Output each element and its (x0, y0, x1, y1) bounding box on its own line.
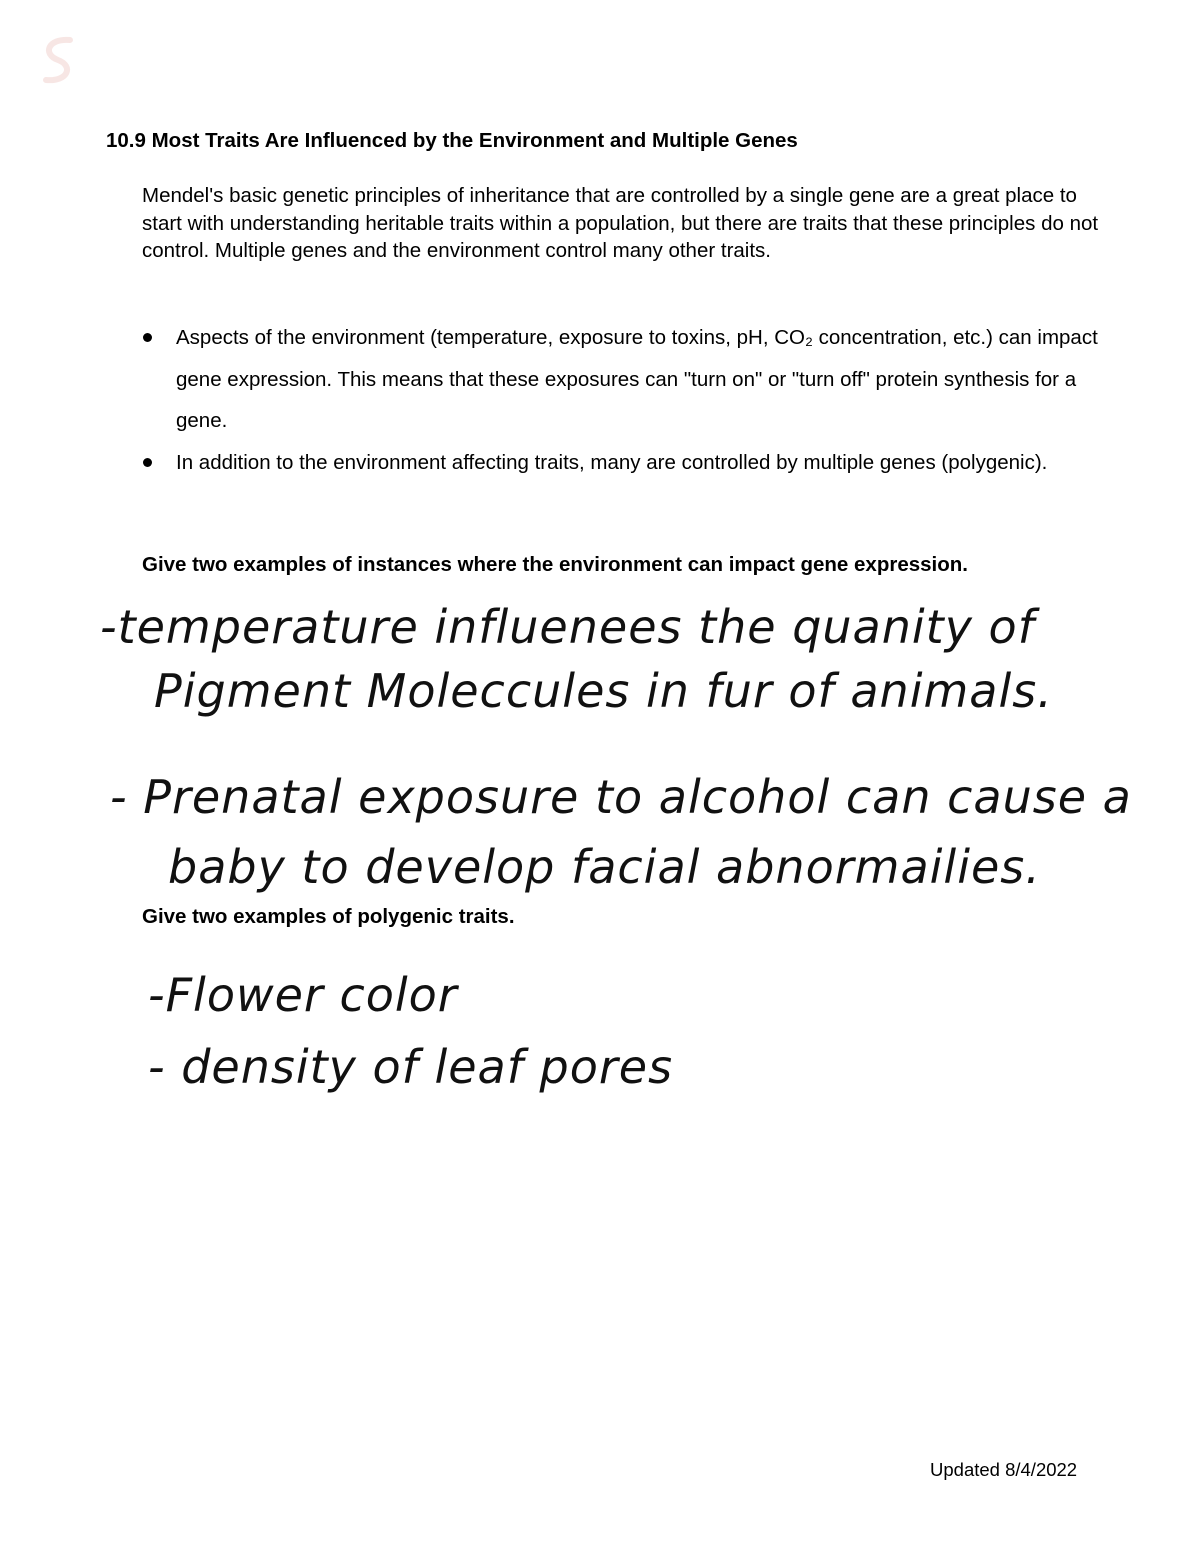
bullet-dot-icon (143, 333, 152, 342)
handwritten-answer-line: - density of leaf pores (148, 1040, 674, 1094)
updated-date-footer: Updated 8/4/2022 (930, 1459, 1078, 1480)
handwritten-answer-line: - Prenatal exposure to alcohol can cause a (110, 770, 1132, 824)
handwritten-answer-line: -temperature influenees the quanity of (100, 600, 1035, 654)
bullet-text: Aspects of the environment (temperature, exposure to toxins, pH, CO₂ concentration, etc.) can impact gene expression. This means that these exposures can "turn on" or "turn off" protein synthesis for a gene. (176, 326, 1098, 432)
watermark-logo-icon (28, 30, 88, 90)
section-heading: 10.9 Most Traits Are Influenced by the Environment and Multiple Genes (106, 129, 798, 152)
handwritten-answer-line: -Flower color (148, 968, 458, 1022)
bullet-list (142, 317, 1102, 483)
question-polygenic: Give two examples of polygenic traits. (142, 905, 515, 928)
bullet-text: In addition to the environment affecting traits, many are controlled by multiple genes (polygenic). (176, 450, 1048, 474)
intro-paragraph: Mendel's basic genetic principles of inheritance that are controlled by a single gene are a great place to start with understanding heritable traits within a population, but there are traits that these principles do not control. Multiple genes and the environment control many other traits. (142, 184, 1099, 262)
handwritten-answer-line: Pigment Moleccules in fur of animals. (154, 664, 1053, 718)
question-environment: Give two examples of instances where the environment can impact gene expression. (142, 553, 968, 576)
handwritten-answer-line: baby to develop facial abnormailies. (168, 840, 1041, 894)
bullet-item (142, 442, 1102, 484)
bullet-dot-icon (143, 458, 152, 467)
bullet-item (142, 317, 1102, 442)
